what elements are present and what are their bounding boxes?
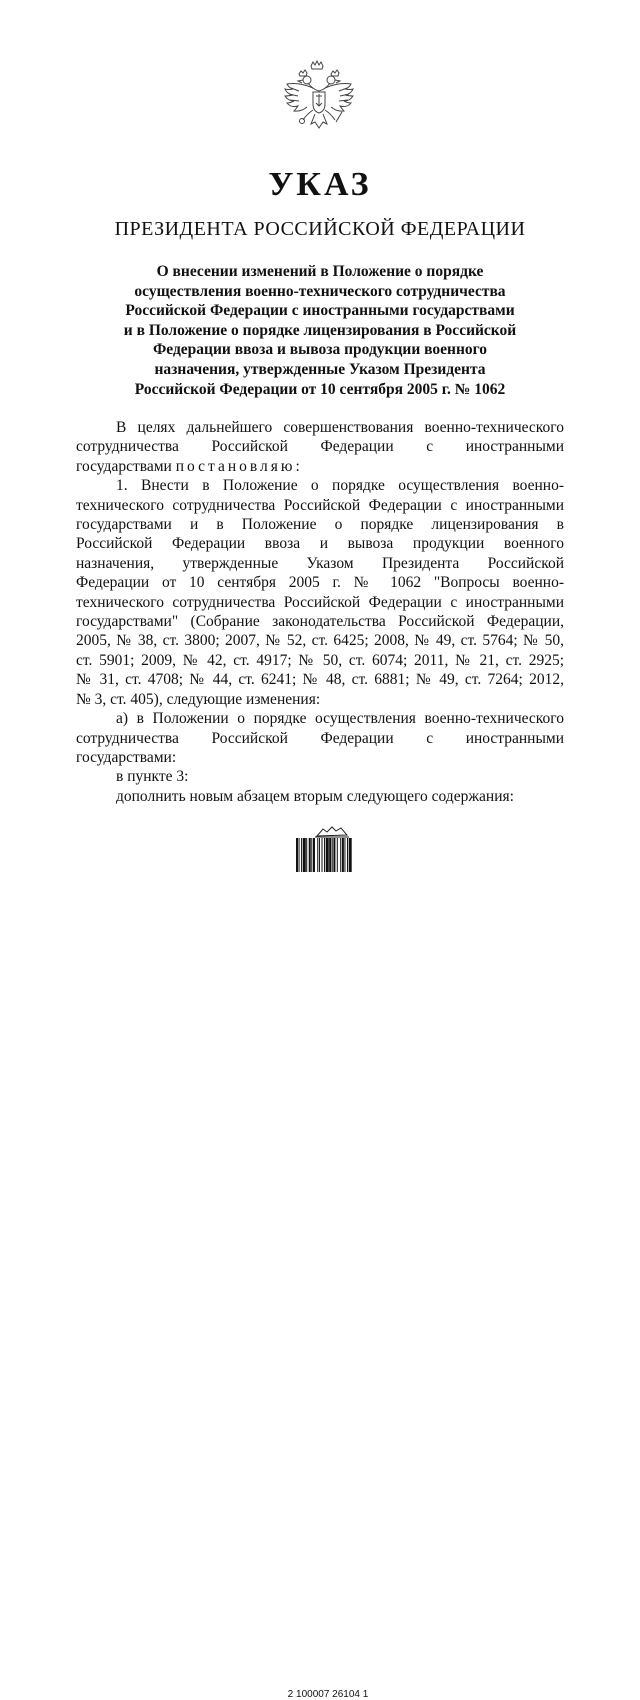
heading-line: Российской Федерации с иностранными государствами	[125, 302, 515, 320]
barcode-stripe	[296, 838, 298, 872]
decree-verb: постановляю:	[175, 457, 303, 475]
barcode-stripe	[313, 838, 315, 872]
body-line: назначения, утвержденные Указом Президента Российской	[76, 554, 564, 572]
heading-line: назначения, утвержденные Указом Президента	[154, 360, 486, 378]
body-line: технического сотрудничества Российской Федерации с иностранными	[76, 593, 564, 611]
barcode-stripe	[324, 838, 325, 872]
heading-line: Российской Федерации от 10 сентября 2005 г. № 1062	[134, 380, 506, 398]
barcode-stripe	[317, 838, 318, 872]
printer-mark-icon	[311, 825, 353, 837]
barcode-stripe	[319, 838, 320, 872]
barcode-bars	[296, 838, 370, 872]
barcode-stripe	[306, 838, 307, 872]
barcode-stripe	[332, 838, 333, 872]
body-line: Федерации от 10 сентября 2005 г. № 1062 "Вопросы военно-	[76, 574, 564, 592]
body-line: дополнить новым абзацем вторым следующего содержания:	[116, 787, 514, 805]
body-line: № 31, ст. 4708; № 44, ст. 6241; № 48, ст. 6881; № 49, ст. 7264; 2012,	[76, 671, 564, 689]
barcode-stripe	[299, 838, 300, 872]
body-line: в пункте 3:	[116, 768, 189, 786]
body-line: государствами:	[76, 748, 177, 766]
body-line: а) в Положении о порядке осуществления военно-технического	[116, 710, 564, 728]
barcode-stripe	[349, 838, 352, 872]
document-type-title: УКАЗ	[268, 166, 372, 203]
document-heading	[0, 262, 640, 399]
body-line: 1. Внести в Положение о порядке осуществления военно-	[116, 477, 564, 495]
heading-line: Федерации ввоза и вывоза продукции военного	[152, 341, 488, 359]
barcode-stripe	[337, 838, 338, 872]
heading-line: и в Положение о порядке лицензирования в Российской	[123, 321, 517, 339]
body-line: ст. 5901; 2009, № 42, ст. 4917; № 50, ст. 6074; 2011, № 21, ст. 2925;	[76, 651, 564, 669]
body-line: 2005, № 38, ст. 3800; 2007, № 52, ст. 6425; 2008, № 49, ст. 5764; № 50,	[76, 632, 564, 650]
body-text: государствами	[76, 457, 172, 475]
barcode-stripe	[301, 838, 302, 872]
body-line	[76, 457, 564, 476]
barcode-stripe	[344, 838, 345, 872]
barcode-stripe	[303, 838, 306, 872]
body-line: Российской Федерации ввоза и вывоза продукции военного	[76, 535, 564, 553]
issuer-line: ПРЕЗИДЕНТА РОССИЙСКОЙ ФЕДЕРАЦИИ	[114, 218, 526, 240]
body-line: сотрудничества Российской Федерации с иностранными	[76, 438, 564, 456]
barcode-stripe	[340, 838, 341, 872]
barcode-stripe	[326, 838, 329, 872]
barcode-stripe	[309, 838, 311, 872]
barcode	[287, 825, 378, 1700]
barcode-stripe	[322, 838, 323, 872]
heading-line: О внесении изменений в Положение о порядке	[156, 263, 484, 280]
body-line: № 3, ст. 405), следующие изменения:	[76, 690, 321, 708]
body-line: технического сотрудничества Российской Федерации с иностранными	[76, 496, 564, 514]
body-line: государствами и в Положение о порядке лицензирования в	[76, 516, 564, 534]
barcode-stripe	[333, 838, 335, 872]
barcode-stripe	[329, 838, 331, 872]
coat-of-arms-icon	[277, 58, 361, 142]
body-line: сотрудничества Российской Федерации с иностранными	[76, 729, 564, 747]
barcode-stripe	[311, 838, 312, 872]
barcode-stripe	[342, 838, 344, 872]
heading-line: осуществления военно-технического сотрудничества	[134, 282, 506, 300]
body-line: В целях дальнейшего совершенствования военно-технического	[116, 419, 564, 436]
barcode-number: 2 100007 26104 1	[287, 1689, 369, 1700]
document-body	[76, 418, 564, 806]
barcode-stripe	[347, 838, 348, 872]
body-line: государствами" (Собрание законодательства Российской Федерации,	[76, 613, 564, 631]
